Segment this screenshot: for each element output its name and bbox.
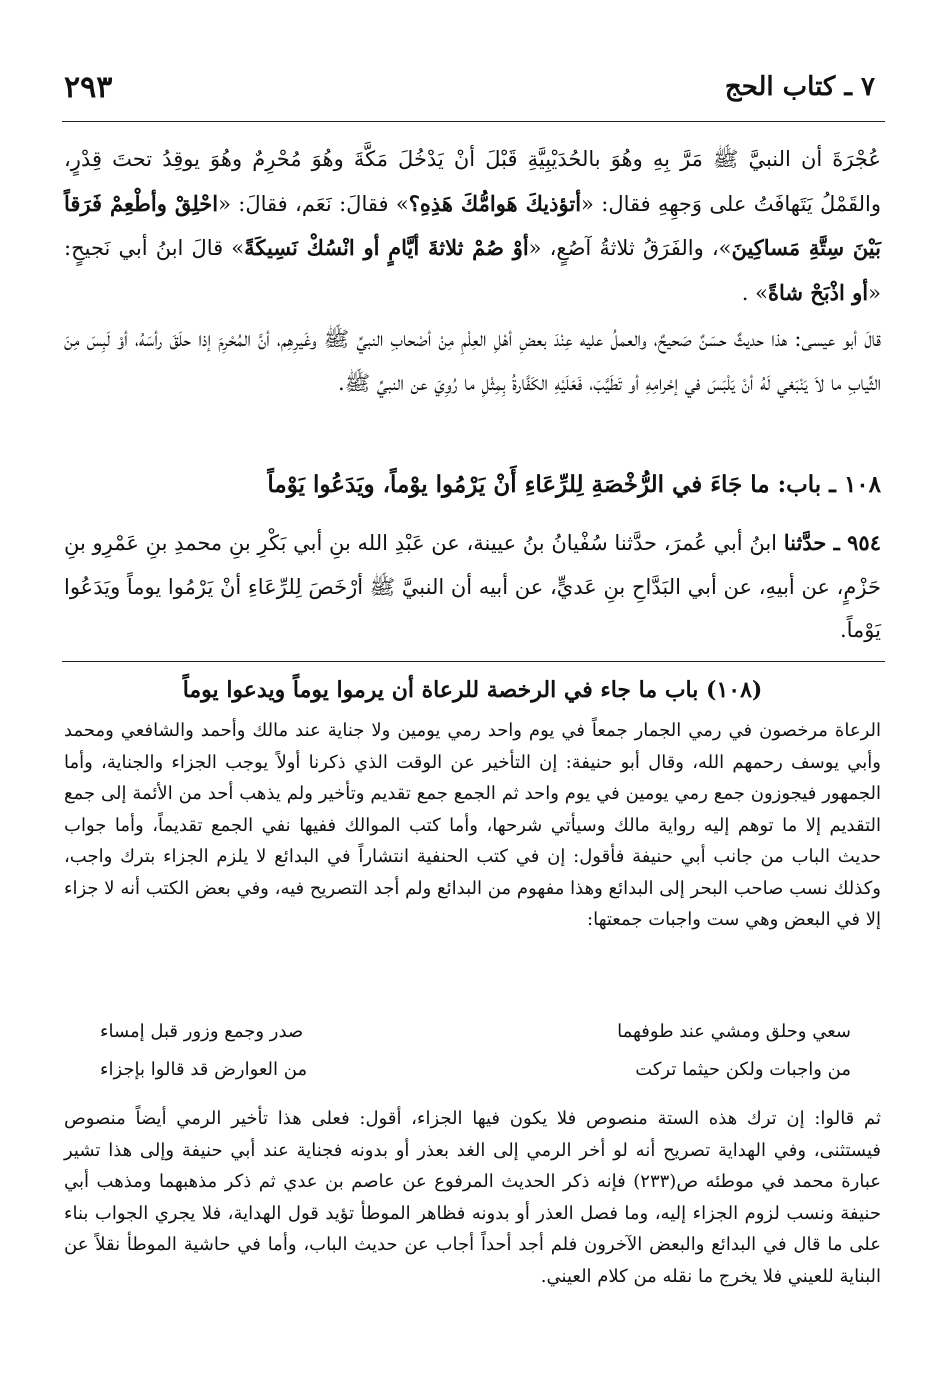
running-head: ٧ ـ كتاب الحج: [724, 72, 875, 102]
hadith-text: عُجْرَةَ أن النبيَّ ﷺ مَرَّ بِهِ وهُوَ بالحُدَيْبِيَّةِ قَبْلَ أنْ يَدْخُلَ مَكَّةَ وهُوَ مُحْرِمٌ وهُوَ يوقِدُ تحتَ قِدْرٍ، والقَمْلُ يَتَهافَتُ على وَجهِهِ فقال: «: [64, 147, 882, 216]
prophetic-quote: احْلِقْ وأطْعِمْ فَرَقاً بَيْنَ سِتَّةِ مَساكِينَ: [64, 190, 881, 260]
commentary-heading: (١٠٨) باب ما جاء في الرخصة للرعاة أن يرموا يوماً ويدعوا يوماً: [182, 677, 763, 703]
poem-line: [100, 1059, 851, 1097]
poem-hemistich: من واجبات ولكن حيثما تركت: [635, 1059, 851, 1080]
hadith-continuation: [64, 138, 881, 315]
page-number: ٢٩٣: [64, 70, 113, 105]
chapter-heading: ١٠٨ ـ باب: ما جَاءَ في الرُّخْصَةِ لِلرِّعَاءِ أَنْ يَرْمُوا يوْماً، ويَدَعُوا يَوْماً: [267, 471, 881, 498]
header-divider: [62, 121, 885, 122]
hadith-954: [64, 521, 881, 653]
hadith-text: »، والفَرَقُ ثلاثةُ آصُعٍ، «: [528, 236, 732, 260]
poem: [100, 1021, 851, 1097]
prophetic-quote: أو اذْبَحْ شاةً: [767, 279, 869, 305]
commentary-paragraph-1: [64, 715, 881, 936]
commentary-divider: [62, 661, 885, 662]
hadith-954-text: ابنُ أبي عُمرَ، حدَّثنا سُفْيانُ بنُ عيينة، عن عَبْدِ الله بنِ أبي بَكْرِ بنِ محمدِ بنِ عَمْرِو بنِ حَزْمٍ، عن أبيهِ، عن أبي البَدَّاحِ بنِ عَديٍّ، عن أبيه أن النبيَّ ﷺ أرْخَصَ لِلرِّعَاءِ أنْ يَرْمُوا يوماً ويَدَعُوا يَوْماً.: [64, 531, 881, 642]
poem-line: [100, 1021, 851, 1059]
commentary-text: الرعاة مرخصون في رمي الجمار جمعاً في يوم واحد رمي يومين ولا جناية عند مالك وأحمد والشافعي ومحمد وأبي يوسف رحمهم الله، وقال أبو حنيفة: إن التأخير عن الوقت الذي ذكرنا أولاً يوجب الجزاء والجناية، وأما الجمهور فيجوزون جمع رمي يومين في يوم واحد ثم الجمع جمع تقديم وتأخير ولم يذهب أحد من الأئمة إلى جمع التقديم إلا ما توهم إليه رواية مالك وسيأتي شرحها، وأما كتب الموالك ففيها نفي الجمع تقديماً، وأما جواب حديث الباب من جانب أبي حنيفة فأقول: إن في كتب الحنفية انتشاراً في البدائع لا يلزم الجزاء بترك واجب، وكذلك نسب صاحب البحر إلى البدائع وهذا مفهوم من البدائع ولم أجد التصريح فيه، وفي بعض الكتب أنه لا جزاء إلا في البعض وهي ست واجبات جمعتها:: [64, 720, 881, 930]
hadith-954-paragraph: [64, 521, 881, 653]
hadith-paragraph: [64, 138, 881, 315]
abu-isa-commentary: [64, 318, 881, 405]
prophetic-quote: أوْ صُمْ ثلاثةَ أيَّامٍ أو انْسُكْ نَسِيكَةً: [244, 235, 529, 260]
prophetic-quote: أتؤذيكَ هَوامُّكَ هَذِهِ؟: [408, 190, 582, 216]
poem-hemistich: سعي وحلق ومشي عند طوفهما: [617, 1021, 851, 1042]
poem-hemistich: صدر وجمع وزور قبل إمساء: [100, 1021, 304, 1042]
page-header: [64, 70, 875, 106]
commentary-text: ثم قالوا: إن ترك هذه الستة منصوص فلا يكون فيها الجزاء، أقول: فعلى هذا تأخير الرمي أيضاً منصوص فيستثنى، وفي الهداية تصريح أنه لو أخر الرمي إلى الغد بعذر أو بدونه فجناية عند أبي حنيفة وإلى هذا تشير عبارة محمد في موطئه ص(٢٣٣) فإنه ذكر الحديث المرفوع عن عاصم بن عدي ثم ذكر مذهبهما ومذهب أبي حنيفة ونسب لزوم الجزاء إليه، وما فصل العذر أو بدونه فظاهر الموطأ تؤيد قول الهداية، فلا يجري الجواب بناء على ما قال في البدائع والبعض الآخرون فلم أجد أحداً أجاب عن حديث الباب، وأما في حاشية الموطأ نقلاً عن البناية للعيني فلا يخرج ما نقله من كلام العيني.: [64, 1108, 881, 1287]
hadith-text: » قالَ ابنُ أبي نَجيحٍ: «: [64, 236, 881, 305]
hadith-number: ٩٥٤ ـ حدَّثنا: [783, 530, 881, 555]
commentary-paragraph-2: [64, 1103, 881, 1292]
hadith-text: » فقالَ: نَعَم، فقالَ: «: [218, 191, 409, 216]
poem-hemistich: من العوارض قد قالوا بإجزاء: [100, 1059, 308, 1080]
hadith-text: » .: [741, 280, 768, 305]
abu-isa-paragraph: قالَ أبو عيسى: هذا حديثٌ حسَنٌ صَحيحٌ، والعملُ عليه عِنْدَ بعضِ أهْلِ العِلْمِ مِنْ أصْحابِ النبيِّ ﷺ وغَيرِهِم، أنَّ المُحْرِمَ إذا حلَقَ رأسَهُ، أوْ لَبِسَ مِنَ الثِّيابِ ما لاَ يَنْبَغي لَهُ أنْ يَلْبَسَ في إحْرامِهِ أو تَطَيَّبَ، فَعَلَيْهِ الكَفَّارةُ بِمِثْلِ ما رُوِيَ عن النبيِّ ﷺ.: [64, 327, 881, 395]
